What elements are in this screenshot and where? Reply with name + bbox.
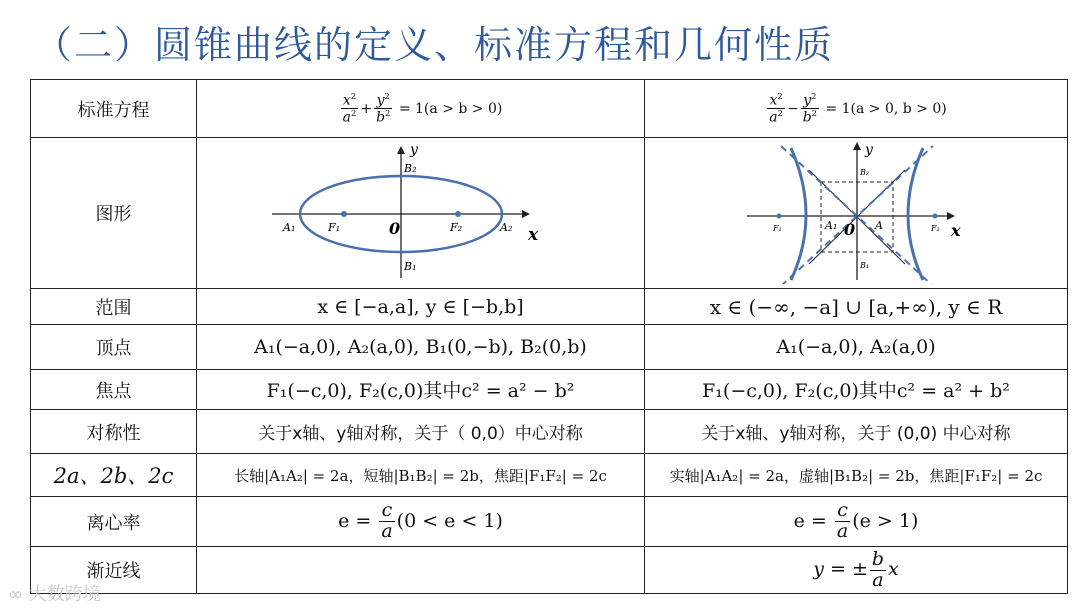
asymptote-row <box>31 547 1068 594</box>
ellipse-asymptote <box>197 547 645 594</box>
hyperbola-focus-1 <box>777 214 782 219</box>
symmetry-row <box>31 410 1068 454</box>
hyperbola-equation-condition: = 1(a > 0, b > 0) <box>825 100 947 117</box>
vertex-row <box>31 325 1068 370</box>
hyperbola-figure-cell <box>645 138 1068 289</box>
hyperbola-focus-2 <box>933 214 938 219</box>
ellipse-focus-1 <box>341 211 347 217</box>
hyperbola-left-branch <box>791 148 806 280</box>
hyperbola-y-label: y <box>865 142 873 158</box>
ellipse-range: x ∈ [−a,a], y ∈ [−b,b] <box>317 295 524 318</box>
ellipse-B2-label: B₂ <box>404 162 417 175</box>
hyperbola-B2-label: B₂ <box>860 168 870 177</box>
equation-label: 标准方程 <box>31 80 197 138</box>
ellipse-figure-cell <box>197 138 645 289</box>
ellipse-axes: 长轴|A₁A₂| = 2a，短轴|B₁B₂| = 2b，焦距|F₁F₂| = 2c <box>234 466 607 485</box>
ellipse-A1-label: A₁ <box>283 221 296 234</box>
hyperbola-eccentricity-condition: (e > 1) <box>852 509 919 532</box>
hyperbola-x-label: x <box>951 221 961 240</box>
ellipse-diagram <box>197 138 645 284</box>
ellipse-vertices: A₁(−a,0), A₂(a,0), B₁(0,−b), B₂(0,b) <box>254 336 587 358</box>
range-row <box>31 289 1068 325</box>
page-title: （二）圆锥曲线的定义、标准方程和几何性质 <box>34 23 835 67</box>
ellipse-origin-label: 0 <box>389 219 401 238</box>
hyperbola-right-branch <box>908 148 923 280</box>
ellipse-x-label: x <box>528 225 539 245</box>
asymptote-lhs: y = ± <box>813 558 868 580</box>
eccentricity-row <box>31 497 1068 547</box>
eccentricity-label: 离心率 <box>31 497 197 547</box>
ellipse-equation-condition: = 1(a > b > 0) <box>398 100 503 117</box>
ellipse-eccentricity: e = $\frac{c}{a}$ (0 < e < 1) <box>197 497 645 547</box>
asymptote-label: 渐近线 <box>31 547 197 594</box>
hyperbola-symmetry: 关于x轴、y轴对称，关于 (0,0) 中心对称 <box>701 424 1011 444</box>
hyperbola-equation: $\frac{x^2}{a^2}$ − $\frac{y^2}{b^2}$ = 1(a > 0, b > 0) <box>645 80 1068 138</box>
ellipse-y-label: y <box>410 142 418 158</box>
ellipse-A2-label: A₂ <box>500 221 513 234</box>
hyperbola-A2-label: A <box>875 219 883 232</box>
focus-row <box>31 370 1068 410</box>
hyperbola-x-arrow <box>947 212 955 220</box>
hyperbola-range: x ∈ (−∞, −a] ∪ [a,+∞), y ∈ R <box>709 294 1003 319</box>
ellipse-F1-label: F₁ <box>328 221 341 234</box>
focus-label: 焦点 <box>31 370 197 410</box>
hyperbola-diagram <box>645 138 1068 284</box>
hyperbola-B1-label: B₁ <box>860 261 870 270</box>
hyperbola-y-arrow <box>853 142 861 150</box>
ellipse-focus-2 <box>455 211 461 217</box>
ellipse-F2-label: F₂ <box>450 221 463 234</box>
vertex-label: 顶点 <box>31 325 197 370</box>
hyperbola-F2-label: F₂ <box>931 224 940 233</box>
ellipse-eccentricity-condition: (0 < e < 1) <box>396 509 503 532</box>
watermark-logo-icon: ∞ <box>8 584 23 605</box>
ellipse-foci: F₁(−c,0), F₂(c,0)其中c² = a² − b² <box>266 380 575 402</box>
figure-row <box>31 138 1068 289</box>
axes-label: 2a、2b、2c <box>31 454 197 497</box>
figure-label: 图形 <box>31 138 197 289</box>
range-label: 范围 <box>31 289 197 325</box>
equation-row <box>31 80 1068 138</box>
hyperbola-vertices: A₁(−a,0), A₂(a,0) <box>776 336 936 358</box>
ellipse-y-arrow <box>397 146 405 154</box>
hyperbola-A1-label: A₁ <box>825 219 838 232</box>
asymptote-rhs: x <box>888 558 899 580</box>
ellipse-equation: $\frac{x^2}{a^2}$ + $\frac{y^2}{b^2}$ = 1(a > b > 0) <box>197 80 645 138</box>
hyperbola-origin-label: 0 <box>844 220 856 239</box>
conic-properties-table <box>30 79 1068 594</box>
ellipse-symmetry: 关于x轴、y轴对称，关于（ 0,0）中心对称 <box>258 424 583 444</box>
hyperbola-F1-label: F₁ <box>773 224 782 233</box>
ellipse-x-arrow <box>522 210 530 218</box>
watermark <box>8 580 101 606</box>
symmetry-label: 对称性 <box>31 410 197 454</box>
hyperbola-asymptote: y = ± $\frac{b}{a}$ x <box>645 547 1068 594</box>
hyperbola-axes: 实轴|A₁A₂| = 2a，虚轴|B₁B₂| = 2b，焦距|F₁F₂| = 2c <box>669 466 1043 485</box>
hyperbola-eccentricity: e = $\frac{c}{a}$ (e > 1) <box>645 497 1068 547</box>
ellipse-B1-label: B₁ <box>404 260 417 273</box>
watermark-text: 大数跨境 <box>28 584 101 605</box>
axes-row <box>31 454 1068 497</box>
hyperbola-foci: F₁(−c,0), F₂(c,0)其中c² = a² + b² <box>702 380 1010 402</box>
